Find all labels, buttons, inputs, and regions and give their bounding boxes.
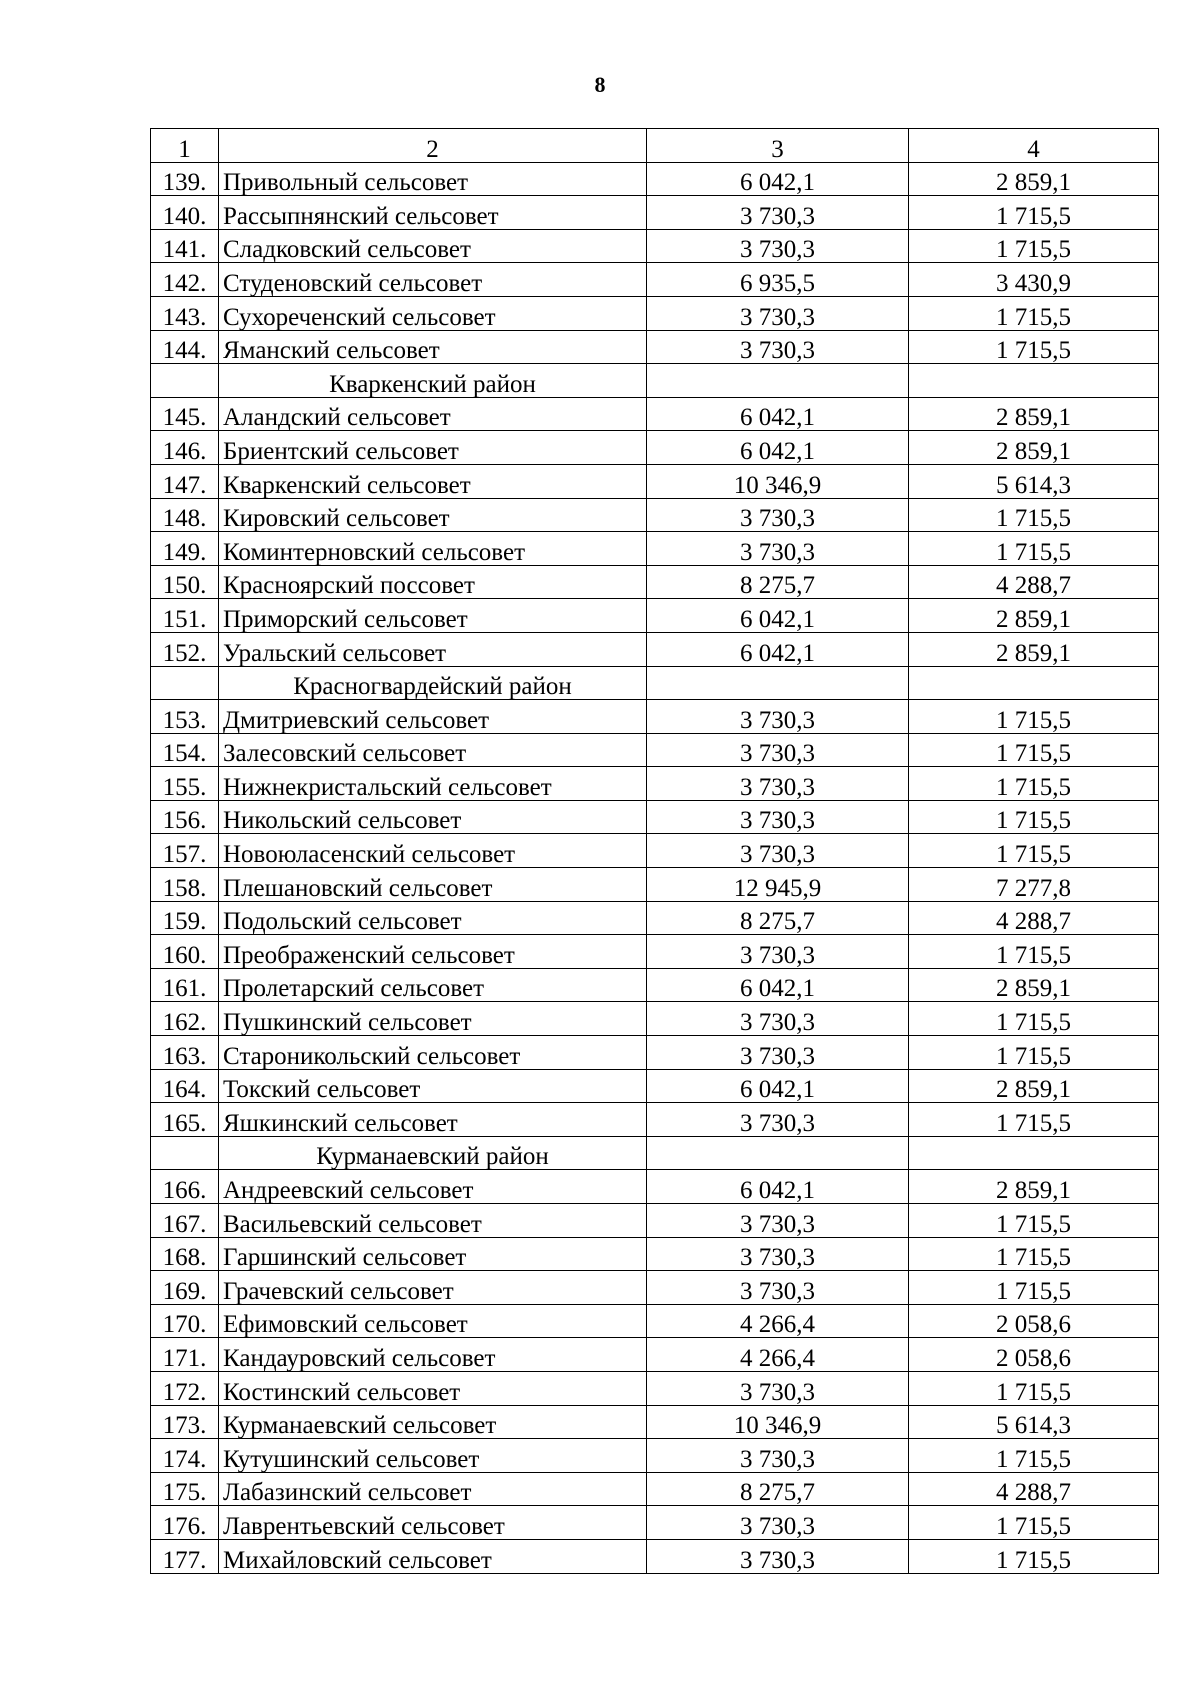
settlement-name: Яшкинский сельсовет	[219, 1103, 647, 1137]
row-number: 147.	[151, 464, 219, 498]
row-number: 139.	[151, 162, 219, 196]
value-col-4: 1 715,5	[909, 1439, 1159, 1473]
value-col-4: 1 715,5	[909, 1204, 1159, 1238]
value-col-4: 2 058,6	[909, 1338, 1159, 1372]
table-header	[151, 129, 1159, 163]
value-col-3: 3 730,3	[647, 1237, 909, 1271]
district-value-3-cell	[647, 1136, 909, 1170]
settlement-name: Гаршинский сельсовет	[219, 1237, 647, 1271]
table-row	[151, 868, 1159, 902]
value-col-3: 4 266,4	[647, 1304, 909, 1338]
table-row	[151, 464, 1159, 498]
row-number: 148.	[151, 498, 219, 532]
settlement-name: Яманский сельсовет	[219, 330, 647, 364]
settlement-name: Костинский сельсовет	[219, 1371, 647, 1405]
row-number: 175.	[151, 1472, 219, 1506]
value-col-4: 2 859,1	[909, 431, 1159, 465]
settlement-name: Лабазинский сельсовет	[219, 1472, 647, 1506]
row-number: 145.	[151, 397, 219, 431]
value-col-3: 3 730,3	[647, 1036, 909, 1070]
value-col-3: 3 730,3	[647, 196, 909, 230]
settlement-name: Михайловский сельсовет	[219, 1539, 647, 1573]
value-col-3: 3 730,3	[647, 1371, 909, 1405]
value-col-3: 6 042,1	[647, 1069, 909, 1103]
settlement-name: Подольский сельсовет	[219, 901, 647, 935]
value-col-3: 6 042,1	[647, 599, 909, 633]
district-heading-row	[151, 1136, 1159, 1170]
settlement-name: Уральский сельсовет	[219, 632, 647, 666]
row-number: 157.	[151, 834, 219, 868]
table-row	[151, 296, 1159, 330]
table-row	[151, 196, 1159, 230]
value-col-4: 5 614,3	[909, 1405, 1159, 1439]
table-row	[151, 229, 1159, 263]
row-number: 176.	[151, 1506, 219, 1540]
row-number: 174.	[151, 1439, 219, 1473]
row-number: 140.	[151, 196, 219, 230]
value-col-3: 3 730,3	[647, 229, 909, 263]
value-col-4: 2 058,6	[909, 1304, 1159, 1338]
value-col-4: 1 715,5	[909, 1506, 1159, 1540]
settlement-name: Коминтерновский сельсовет	[219, 532, 647, 566]
table-row	[151, 1036, 1159, 1070]
value-col-3: 3 730,3	[647, 498, 909, 532]
settlement-name: Бриентский сельсовет	[219, 431, 647, 465]
district-value-4-cell	[909, 1136, 1159, 1170]
settlement-name: Новоюласенский сельсовет	[219, 834, 647, 868]
value-col-4: 1 715,5	[909, 296, 1159, 330]
district-heading-row	[151, 364, 1159, 398]
row-number: 158.	[151, 868, 219, 902]
value-col-3: 3 730,3	[647, 1002, 909, 1036]
settlement-name: Токский сельсовет	[219, 1069, 647, 1103]
table-row	[151, 1271, 1159, 1305]
district-name: Кваркенский район	[219, 364, 647, 398]
value-col-3: 3 730,3	[647, 935, 909, 969]
value-col-3: 8 275,7	[647, 565, 909, 599]
value-col-3: 6 042,1	[647, 431, 909, 465]
value-col-3: 3 730,3	[647, 1506, 909, 1540]
header-col-value-3: 3	[647, 129, 909, 163]
settlement-name: Аландский сельсовет	[219, 397, 647, 431]
settlement-name: Залесовский сельсовет	[219, 733, 647, 767]
row-number: 162.	[151, 1002, 219, 1036]
settlement-name: Андреевский сельсовет	[219, 1170, 647, 1204]
value-col-3: 6 042,1	[647, 632, 909, 666]
settlement-name: Ефимовский сельсовет	[219, 1304, 647, 1338]
value-col-4: 1 715,5	[909, 498, 1159, 532]
table-row	[151, 935, 1159, 969]
page-number: 8	[594, 72, 606, 97]
settlement-name: Лаврентьевский сельсовет	[219, 1506, 647, 1540]
table-row	[151, 632, 1159, 666]
row-number: 171.	[151, 1338, 219, 1372]
settlement-name: Никольский сельсовет	[219, 800, 647, 834]
table-row	[151, 1338, 1159, 1372]
value-col-3: 3 730,3	[647, 1439, 909, 1473]
header-row	[151, 129, 1159, 163]
district-value-4-cell	[909, 364, 1159, 398]
table-row	[151, 532, 1159, 566]
table-row	[151, 733, 1159, 767]
row-number: 168.	[151, 1237, 219, 1271]
table-row	[151, 1439, 1159, 1473]
value-col-3: 3 730,3	[647, 800, 909, 834]
district-number-cell	[151, 364, 219, 398]
row-number: 142.	[151, 263, 219, 297]
settlement-name: Дмитриевский сельсовет	[219, 700, 647, 734]
value-col-4: 1 715,5	[909, 1237, 1159, 1271]
value-col-4: 1 715,5	[909, 1539, 1159, 1573]
row-number: 167.	[151, 1204, 219, 1238]
value-col-3: 3 730,3	[647, 296, 909, 330]
table-row	[151, 1103, 1159, 1137]
table-row	[151, 700, 1159, 734]
settlement-name: Пролетарский сельсовет	[219, 968, 647, 1002]
value-col-3: 3 730,3	[647, 1271, 909, 1305]
table-row	[151, 968, 1159, 1002]
value-col-4: 2 859,1	[909, 162, 1159, 196]
row-number: 146.	[151, 431, 219, 465]
row-number: 166.	[151, 1170, 219, 1204]
header-col-name: 2	[219, 129, 647, 163]
row-number: 159.	[151, 901, 219, 935]
table-row	[151, 330, 1159, 364]
value-col-3: 3 730,3	[647, 1539, 909, 1573]
settlement-name: Рассыпнянский сельсовет	[219, 196, 647, 230]
table-row	[151, 834, 1159, 868]
row-number: 153.	[151, 700, 219, 734]
value-col-4: 4 288,7	[909, 1472, 1159, 1506]
settlement-name: Плешановский сельсовет	[219, 868, 647, 902]
value-col-4: 1 715,5	[909, 1103, 1159, 1137]
value-col-4: 1 715,5	[909, 532, 1159, 566]
settlement-name: Пушкинский сельсовет	[219, 1002, 647, 1036]
settlement-name: Нижнекристальский сельсовет	[219, 767, 647, 801]
value-col-3: 3 730,3	[647, 330, 909, 364]
settlement-name: Преображенский сельсовет	[219, 935, 647, 969]
row-number: 152.	[151, 632, 219, 666]
settlement-name: Кваркенский сельсовет	[219, 464, 647, 498]
table-row	[151, 431, 1159, 465]
table-row	[151, 1069, 1159, 1103]
settlement-name: Курманаевский сельсовет	[219, 1405, 647, 1439]
header-col-value-4: 4	[909, 129, 1159, 163]
row-number: 170.	[151, 1304, 219, 1338]
value-col-3: 6 042,1	[647, 397, 909, 431]
table-row	[151, 767, 1159, 801]
value-col-4: 2 859,1	[909, 1170, 1159, 1204]
district-value-3-cell	[647, 364, 909, 398]
value-col-4: 1 715,5	[909, 700, 1159, 734]
row-number: 150.	[151, 565, 219, 599]
settlement-name: Приморский сельсовет	[219, 599, 647, 633]
settlement-name: Васильевский сельсовет	[219, 1204, 647, 1238]
value-col-4: 1 715,5	[909, 1271, 1159, 1305]
value-col-4: 5 614,3	[909, 464, 1159, 498]
settlement-name: Кутушинский сельсовет	[219, 1439, 647, 1473]
value-col-4: 4 288,7	[909, 565, 1159, 599]
value-col-4: 1 715,5	[909, 330, 1159, 364]
row-number: 151.	[151, 599, 219, 633]
table-row	[151, 1371, 1159, 1405]
row-number: 173.	[151, 1405, 219, 1439]
value-col-3: 8 275,7	[647, 1472, 909, 1506]
table-row	[151, 1472, 1159, 1506]
district-name: Курманаевский район	[219, 1136, 647, 1170]
district-value-4-cell	[909, 666, 1159, 700]
value-col-3: 10 346,9	[647, 1405, 909, 1439]
settlement-name: Красноярский поссовет	[219, 565, 647, 599]
settlement-name: Кировский сельсовет	[219, 498, 647, 532]
value-col-3: 3 730,3	[647, 1204, 909, 1238]
value-col-3: 6 042,1	[647, 1170, 909, 1204]
value-col-4: 2 859,1	[909, 632, 1159, 666]
table-row	[151, 1405, 1159, 1439]
settlement-name: Грачевский сельсовет	[219, 1271, 647, 1305]
row-number: 160.	[151, 935, 219, 969]
value-col-3: 6 935,5	[647, 263, 909, 297]
value-col-4: 2 859,1	[909, 1069, 1159, 1103]
value-col-3: 3 730,3	[647, 767, 909, 801]
table-row	[151, 1002, 1159, 1036]
district-number-cell	[151, 1136, 219, 1170]
table-row	[151, 498, 1159, 532]
row-number: 154.	[151, 733, 219, 767]
settlement-name: Староникольский сельсовет	[219, 1036, 647, 1070]
value-col-3: 3 730,3	[647, 834, 909, 868]
value-col-4: 1 715,5	[909, 1371, 1159, 1405]
value-col-4: 1 715,5	[909, 834, 1159, 868]
value-col-3: 3 730,3	[647, 532, 909, 566]
table-row	[151, 901, 1159, 935]
value-col-4: 2 859,1	[909, 599, 1159, 633]
value-col-4: 1 715,5	[909, 196, 1159, 230]
settlement-name: Сухореченский сельсовет	[219, 296, 647, 330]
value-col-4: 1 715,5	[909, 229, 1159, 263]
value-col-4: 3 430,9	[909, 263, 1159, 297]
table-row	[151, 1237, 1159, 1271]
table-row	[151, 1304, 1159, 1338]
value-col-4: 1 715,5	[909, 800, 1159, 834]
settlement-name: Студеновский сельсовет	[219, 263, 647, 297]
table-row	[151, 263, 1159, 297]
value-col-4: 1 715,5	[909, 1036, 1159, 1070]
row-number: 155.	[151, 767, 219, 801]
value-col-3: 6 042,1	[647, 968, 909, 1002]
row-number: 163.	[151, 1036, 219, 1070]
district-name: Красногвардейский район	[219, 666, 647, 700]
row-number: 156.	[151, 800, 219, 834]
table-row	[151, 800, 1159, 834]
district-value-3-cell	[647, 666, 909, 700]
row-number: 172.	[151, 1371, 219, 1405]
value-col-4: 1 715,5	[909, 733, 1159, 767]
value-col-3: 3 730,3	[647, 1103, 909, 1137]
row-number: 141.	[151, 229, 219, 263]
table-body	[151, 162, 1159, 1573]
value-col-3: 3 730,3	[647, 700, 909, 734]
row-number: 143.	[151, 296, 219, 330]
value-col-4: 4 288,7	[909, 901, 1159, 935]
table-row	[151, 1539, 1159, 1573]
value-col-3: 8 275,7	[647, 901, 909, 935]
row-number: 165.	[151, 1103, 219, 1137]
district-heading-row	[151, 666, 1159, 700]
value-col-4: 1 715,5	[909, 767, 1159, 801]
value-col-3: 6 042,1	[647, 162, 909, 196]
settlement-name: Кандауровский сельсовет	[219, 1338, 647, 1372]
row-number: 144.	[151, 330, 219, 364]
table-row	[151, 397, 1159, 431]
district-number-cell	[151, 666, 219, 700]
value-col-4: 7 277,8	[909, 868, 1159, 902]
row-number: 169.	[151, 1271, 219, 1305]
value-col-3: 3 730,3	[647, 733, 909, 767]
value-col-3: 4 266,4	[647, 1338, 909, 1372]
row-number: 177.	[151, 1539, 219, 1573]
value-col-4: 1 715,5	[909, 935, 1159, 969]
table-row	[151, 162, 1159, 196]
value-col-4: 2 859,1	[909, 968, 1159, 1002]
value-col-4: 1 715,5	[909, 1002, 1159, 1036]
row-number: 149.	[151, 532, 219, 566]
table-row	[151, 1170, 1159, 1204]
header-col-number: 1	[151, 129, 219, 163]
settlement-name: Привольный сельсовет	[219, 162, 647, 196]
settlement-name: Сладковский сельсовет	[219, 229, 647, 263]
value-col-3: 12 945,9	[647, 868, 909, 902]
value-col-4: 2 859,1	[909, 397, 1159, 431]
row-number: 161.	[151, 968, 219, 1002]
table-row	[151, 1204, 1159, 1238]
table-row	[151, 1506, 1159, 1540]
value-col-3: 10 346,9	[647, 464, 909, 498]
table-row	[151, 599, 1159, 633]
table-row	[151, 565, 1159, 599]
allocation-table	[150, 128, 1159, 1574]
row-number: 164.	[151, 1069, 219, 1103]
